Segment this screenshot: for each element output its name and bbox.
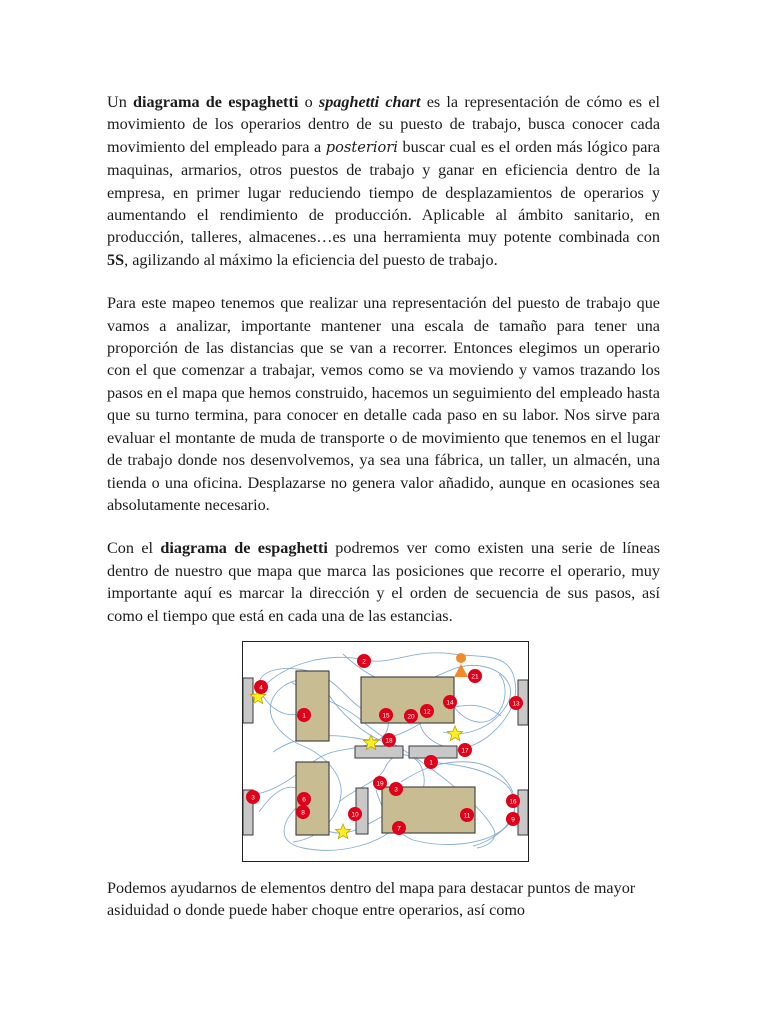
station-number: 18 [385, 737, 393, 745]
station-marker [297, 792, 311, 806]
station-number: 10 [351, 811, 359, 819]
station-marker [468, 669, 482, 683]
station-marker [348, 807, 362, 821]
station-number: 21 [471, 673, 479, 681]
text-run: spaghetti chart [318, 93, 421, 111]
station-marker [458, 743, 472, 757]
paragraph-4 [107, 877, 660, 922]
station-marker [246, 790, 260, 804]
station-number: 17 [461, 747, 469, 755]
station-marker [296, 805, 310, 819]
station-marker [404, 709, 418, 723]
paragraph-2 [107, 292, 660, 516]
station-number: 11 [463, 812, 471, 820]
station-number: 7 [397, 825, 401, 833]
station-marker [357, 654, 371, 668]
yellow-star-icon [447, 726, 462, 741]
workstation-block [296, 671, 329, 741]
spaghetti-diagram-figure [242, 641, 529, 862]
station-number: 3 [251, 794, 255, 802]
text-run: posteriori [325, 138, 398, 156]
station-marker [392, 821, 406, 835]
text-run: es la representación de cómo es el movimiento de los operarios dentro de su puesto de trabajo, busca conocer cada movimiento del empleado para a [107, 93, 660, 156]
text-run: Con el [107, 539, 161, 558]
station-number: 16 [509, 798, 517, 806]
station-number: 3 [394, 786, 398, 794]
text-run: , agilizando al máximo la eficiencia del puesto de trabajo. [124, 250, 498, 269]
operator-icon [456, 653, 466, 663]
text-run: Para este mapeo tenemos que realizar una representación del puesto de trabajo que vamos a analizar, importante mantener una escala de tamaño para tener una proporción de las distancias que se van a recorrer. Entonces elegimos un operario con el que comenzar a trabajar, vemos como se va moviendo y vamos trazando los pasos en el mapa que hemos construido, hacemos un seguimiento del empleado hasta que su turno termina, para conocer en detalle cada paso en su labor. Nos sirve para evaluar el montante de muda de transporte o de movimiento que tenemos en el lugar de trabajo donde nos desenvolvemos, ya sea una fábrica, un taller, un almacén, una tienda o una oficina. Desplazarse no genera valor añadido, aunque en ocasiones sea absolutamente necesario. [107, 294, 660, 514]
station-number: 1 [302, 712, 306, 720]
station-marker [382, 733, 396, 747]
station-marker [424, 755, 438, 769]
text-run: diagrama de espaghetti [133, 93, 299, 111]
station-number: 14 [446, 699, 454, 707]
counter-block [355, 746, 403, 758]
station-number: 12 [423, 708, 431, 716]
text-run: Podemos ayudarnos de elementos dentro del mapa para destacar puntos de mayor asiduidad o donde puede haber choque entre operarios, así como [107, 879, 636, 920]
station-number: 19 [376, 780, 384, 788]
station-number: 8 [301, 809, 305, 817]
paragraph-3 [107, 537, 660, 627]
station-marker [509, 696, 523, 710]
paragraph-1 [107, 91, 660, 271]
text-run: diagrama de espaghetti [160, 539, 328, 558]
text-run: Un [107, 93, 134, 111]
text-run: buscar cual es el orden más lógico para maquinas, armarios, otros puestos de trabajo y ganar en eficiencia dentro de la empresa, en primer lugar reduciendo tiempo de desplazamientos de operarios y aumentando el rendimiento de producción. Aplicable al ámbito sanitario, en producción, talleres, almacenes…es una herramienta muy potente combinada con [107, 137, 660, 247]
station-marker [379, 708, 393, 722]
yellow-star-icon [335, 824, 350, 839]
station-marker [389, 782, 403, 796]
station-number: 15 [382, 712, 390, 720]
station-number: 2 [362, 658, 366, 666]
wall-unit [243, 678, 253, 723]
station-marker [460, 808, 474, 822]
station-marker [297, 708, 311, 722]
station-number: 6 [302, 796, 306, 804]
station-number: 4 [259, 684, 263, 692]
station-marker [254, 680, 268, 694]
text-run: podremos ver como existen una serie de líneas dentro de nuestro que mapa que marca las posiciones que recorre el operario, muy importante aquí es marcar la dirección y el orden de secuencia de sus pasos, así como el tiempo que está en cada una de las estancias. [107, 539, 660, 625]
station-marker [443, 695, 457, 709]
spaghetti-diagram-svg [243, 642, 528, 861]
wall-unit [518, 790, 528, 835]
station-marker [506, 794, 520, 808]
station-number: 13 [512, 700, 520, 708]
text-run: o [298, 93, 319, 111]
station-marker [420, 704, 434, 718]
station-marker [373, 776, 387, 790]
station-number: 9 [511, 816, 515, 824]
station-marker [506, 812, 520, 826]
station-number: 20 [407, 713, 415, 721]
text-run: 5S [107, 250, 125, 269]
station-number: 1 [429, 759, 433, 767]
